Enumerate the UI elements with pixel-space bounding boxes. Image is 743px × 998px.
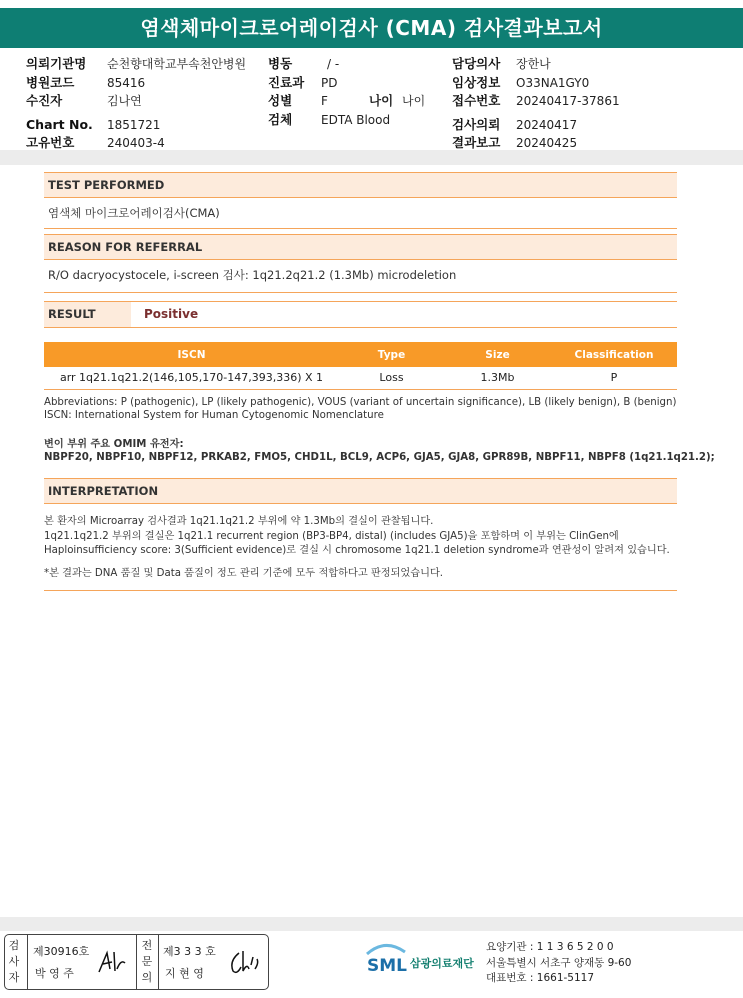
col-header-size: Size (444, 342, 551, 367)
label: 결과보고 (452, 135, 501, 151)
value: 김나연 (107, 94, 142, 109)
value: 순천향대학교부속천안병원 (107, 57, 247, 71)
label: 담당의사 (452, 56, 501, 71)
header-col-1 (26, 55, 246, 153)
label: 검사의뢰 (452, 116, 501, 132)
signer-2-role: 전 문 의 (141, 939, 153, 984)
col-header-iscn: ISCN (44, 342, 339, 367)
label: 임상정보 (452, 74, 501, 90)
label: 수진자 (26, 93, 63, 109)
col-header-type: Type (339, 342, 444, 367)
value: 85416 (107, 75, 146, 90)
interpretation-line: 본 환자의 Microarray 검사결과 1q21.1q21.2 부위에 약 1.3Mb의 결실이 관찰됩니다. (44, 516, 434, 527)
cell-size: 1.3Mb (444, 367, 551, 389)
header-col-3 (452, 55, 620, 153)
result-table (44, 342, 677, 390)
separator (27, 935, 28, 989)
divider-band (0, 150, 743, 165)
col-header-classification: Classification (551, 342, 677, 367)
label: Chart No. (26, 116, 93, 132)
address-line: 요양기관 : 1 1 3 6 5 2 0 0 (486, 941, 614, 953)
report-title: 염색체마이크로어레이검사 (CMA) 검사결과보고서 (0, 8, 743, 48)
value: PD (321, 75, 338, 90)
cell-classification: P (551, 367, 677, 389)
signature-2-image (225, 947, 261, 977)
divider (44, 228, 677, 229)
interpretation-line: Haploinsufficiency score: 3(Sufficient evidence)로 결실 시 chromosome 1q21.1 deletion syndrome과 연관성이 알려져 있습니다. (44, 545, 670, 556)
cell-iscn: arr 1q21.1q21.2(146,105,170-147,393,336) X 1 (44, 367, 339, 389)
test-performed-value: 염색체 마이크로어레이검사(CMA) (48, 206, 220, 220)
signer-1-name: 박 영 주 (35, 967, 74, 980)
reason-value: R/O dacryocystocele, i-screen 검사: 1q21.2q21.2 (1.3Mb) microdeletion (48, 268, 457, 282)
omim-block (44, 438, 715, 465)
value: / - (327, 57, 340, 71)
value: 20240417 (516, 117, 578, 132)
label: 병동 (268, 56, 293, 71)
test-performed-header: TEST PERFORMED (44, 172, 677, 198)
label: 진료과 (268, 74, 305, 90)
abbreviation-line: ISCN: International System for Human Cytogenomic Nomenclature (44, 410, 384, 422)
abbreviations (44, 396, 676, 423)
signature-box (4, 934, 269, 990)
interpretation-text (44, 515, 670, 581)
label: 성별 (268, 93, 293, 109)
signer-2-name: 지 현 영 (165, 967, 204, 980)
result-label: RESULT (44, 302, 131, 327)
value: 장한나 (516, 57, 551, 71)
separator (158, 935, 159, 989)
divider (44, 292, 677, 293)
label: 접수번호 (452, 93, 501, 109)
address-line: 대표번호 : 1661-5117 (486, 972, 595, 984)
label: 의뢰기관명 (26, 56, 87, 71)
signature-1-image (95, 947, 131, 977)
quality-note: *본 결과는 DNA 품질 및 Data 품질이 정도 관리 기준에 모두 적합하다고 판정되었습니다. (44, 567, 444, 579)
result-value: Positive (144, 307, 199, 321)
result-row (44, 301, 677, 328)
age-label: 나이 (369, 93, 394, 109)
header-col-2 (268, 55, 425, 129)
value: EDTA Blood (321, 112, 391, 127)
label: 검체 (268, 111, 293, 127)
footer-band (0, 917, 743, 931)
value: O33NA1GY0 (516, 75, 590, 90)
value: 240403-4 (107, 136, 165, 151)
divider (44, 590, 677, 591)
address-line: 서울특별시 서초구 양재동 9-60 (486, 956, 632, 969)
age-value: 나이 (402, 94, 426, 109)
label: 고유번호 (26, 135, 75, 151)
label: 병원코드 (26, 74, 75, 90)
interpretation-header: INTERPRETATION (44, 478, 677, 504)
signer-1-role: 검 사 자 (8, 939, 20, 984)
value: 1851721 (107, 117, 161, 132)
table-row (44, 367, 677, 389)
signer-2-license: 제3 3 3 호 (163, 945, 216, 958)
value: 20240425 (516, 136, 578, 151)
interpretation-line: 1q21.1q21.2 부위의 결실은 1q21.1 recurrent region (BP3-BP4, distal) (includes GJA5)을 포함하며 이 부위는 ClinGen에 (44, 530, 619, 542)
value: F (321, 94, 328, 109)
sml-logo-text: SML (367, 956, 407, 976)
abbreviation-line: Abbreviations: P (pathogenic), LP (likely pathogenic), VOUS (variant of uncertain significance), LB (likely benign), B (benign) (44, 397, 677, 408)
omim-genes: NBPF20, NBPF10, NBPF12, PRKAB2, FMO5, CHD1L, BCL9, ACP6, GJA5, GJA8, GPR89B, NBPF11, NBPF8 (1q21.1q21.2); (44, 452, 715, 464)
omim-title: 변이 부위 주요 OMIM 유전자: (44, 439, 184, 450)
signer-1-license: 제30916호 (33, 945, 90, 958)
value: 20240417-37861 (516, 94, 620, 109)
org-address (486, 940, 631, 987)
org-name: 삼광의료재단 (410, 957, 474, 970)
separator (136, 935, 137, 989)
reason-header: REASON FOR REFERRAL (44, 234, 677, 260)
cell-type: Loss (339, 367, 444, 389)
